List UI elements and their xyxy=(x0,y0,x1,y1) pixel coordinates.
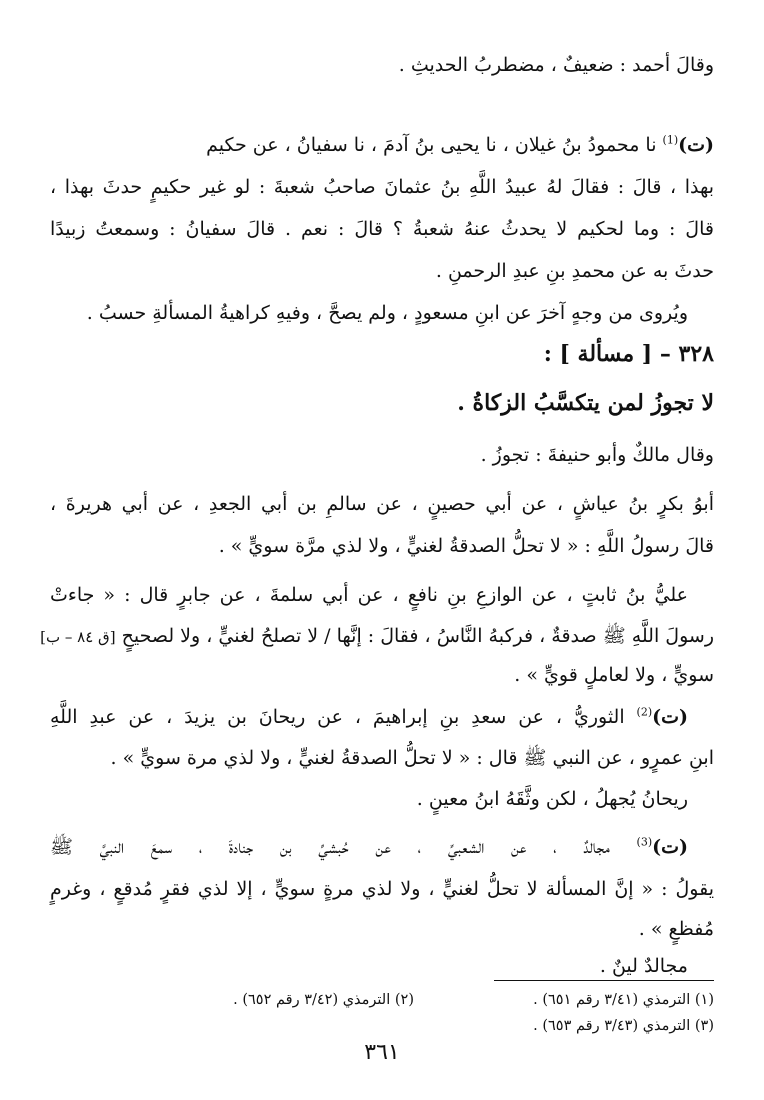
line-text: بهذا ، قالَ : فقالَ لهُ عبيدُ اللَّهِ بنُ عثمانَ صاحبُ شعبةَ : لو غير حكيمٍ حدثَ بهذا ، xyxy=(50,176,714,198)
line-text: قالَ رسولُ اللَّهِ : « لا تحلُّ الصدقةُ لغنيٍّ ، ولا لذي مرَّة سويٍّ » . xyxy=(218,535,714,557)
line-text: مجالدٌ لينٌ . xyxy=(599,955,688,977)
text-line-6 xyxy=(50,300,688,326)
heading-text: ٣٢٨ – [ مسألة ] : xyxy=(543,341,714,367)
text-line-16 xyxy=(50,834,688,860)
heading-text: لا تجوزُ لمن يتكسَّبُ الزكاةُ . xyxy=(457,390,714,416)
footnote-2: (٢) الترمذي (٣/٤٢ رقم ٦٥٢) . xyxy=(233,992,414,1008)
text-line-18 xyxy=(50,916,714,942)
line-text: مجالدٌ ، عن الشعبيِّ ، عن حُبشيِّ بن جنادةَ ، سمعَ النبيَّ ﷺ xyxy=(50,836,637,858)
text-line-8 xyxy=(50,491,714,517)
issue-heading xyxy=(50,341,714,367)
line-text: قالَ : وما لحكيم لا يحدثُ عنهُ شعبةُ ؟ قالَ : نعم . قالَ سفيانُ : وسمعتُ زبيدًا xyxy=(50,218,714,240)
text-line-10 xyxy=(50,582,688,608)
text-line-4 xyxy=(50,216,714,242)
page-number: ٣٦١ xyxy=(364,1040,400,1065)
text-line-5 xyxy=(50,258,714,284)
manuscript-folio-marker: [ق ٨٤ – ب] xyxy=(40,628,116,646)
line-text: مُفظعٍ » . xyxy=(638,918,714,940)
line-text: نا محمودُ بنُ غيلان ، نا يحيى بنُ آدمَ ، نا سفيانُ ، عن حكيم xyxy=(206,134,663,156)
line-text: الثوريُّ ، عن سعدِ بنِ إبراهيمَ ، عن ريحانَ بن يزيدَ ، عن عبدِ اللَّهِ xyxy=(50,706,637,728)
text-line-9 xyxy=(50,533,714,559)
line-text: وقال مالكٌ وأبو حنيفةَ : تجوزُ . xyxy=(480,444,714,466)
line-text: حدثَ به عن محمدِ بنِ عبدِ الرحمنِ . xyxy=(435,260,714,282)
source-marker: (ت) xyxy=(678,134,714,156)
text-line-12 xyxy=(50,662,714,688)
line-text: عليُّ بنُ ثابتٍ ، عن الوازعِ بنِ نافعٍ ، عن أبي سلمةَ ، عن جابرٍ قال : « جاءتْ xyxy=(50,584,688,606)
line-text: يقولُ : « إنَّ المسألة لا تحلُّ لغنيٍّ ، ولا لذي مرةٍ سويٍّ ، إلا لذي فقرٍ مُدقعٍ ، وغرمٍ xyxy=(50,878,714,900)
source-marker: (ت) xyxy=(652,706,688,728)
text-line-11 xyxy=(10,623,714,650)
text-line-3 xyxy=(50,174,714,200)
issue-statement xyxy=(50,390,714,416)
line-text: أبوُ بكرٍ بنُ عياشٍ ، عن أبي حصينٍ ، عن سالمِ بن أبي الجعدِ ، عن أبي هريرةَ ، xyxy=(50,493,714,515)
text-line-14 xyxy=(50,745,714,771)
line-text: ريحانُ يُجهلُ ، لكن وثَّقَهُ ابنُ معينٍ . xyxy=(416,788,688,810)
text-line-15 xyxy=(50,786,688,812)
text-line-13 xyxy=(50,704,688,730)
text-line-2 xyxy=(50,132,714,158)
text-line-19 xyxy=(50,953,688,979)
document-page xyxy=(40,40,714,1070)
text-line-7 xyxy=(50,442,714,468)
line-text: سويٍّ ، ولا لعاملٍ قويٍّ » . xyxy=(514,664,714,686)
line-text: ابنِ عمرٍو ، عن النبي ﷺ قال : « لا تحلُّ الصدقةُ لغنيٍّ ، ولا لذي مرة سويٍّ » . xyxy=(110,747,714,769)
line-text: وقالَ أحمد : ضعيفٌ ، مضطربُ الحديثِ . xyxy=(398,54,714,76)
footnote-ref-2: (2) xyxy=(636,705,653,719)
footnote-1: (١) الترمذي (٣/٤١ رقم ٦٥١) . xyxy=(533,992,714,1008)
line-text: ويُروى من وجهٍ آخرَ عن ابنِ مسعودٍ ، ولم يصحَّ ، وفيهِ كراهيةُ المسألةِ حسبُ . xyxy=(86,302,688,324)
text-line-17 xyxy=(50,876,714,902)
source-marker: (ت) xyxy=(652,836,688,858)
footnote-ref-1: (1) xyxy=(662,133,679,147)
text-line-1 xyxy=(50,52,714,78)
footnote-divider xyxy=(494,980,714,981)
line-text: رسولَ اللَّهِ ﷺ صدقةٌ ، فركبهُ النَّاسُ ، فقالَ : إنَّها / لا تصلحُ لغنيٍّ ، ولا لصحيحٍ xyxy=(121,625,714,647)
footnote-ref-3: (3) xyxy=(636,835,653,849)
footnote-3: (٣) الترمذي (٣/٤٣ رقم ٦٥٣) . xyxy=(533,1018,714,1034)
